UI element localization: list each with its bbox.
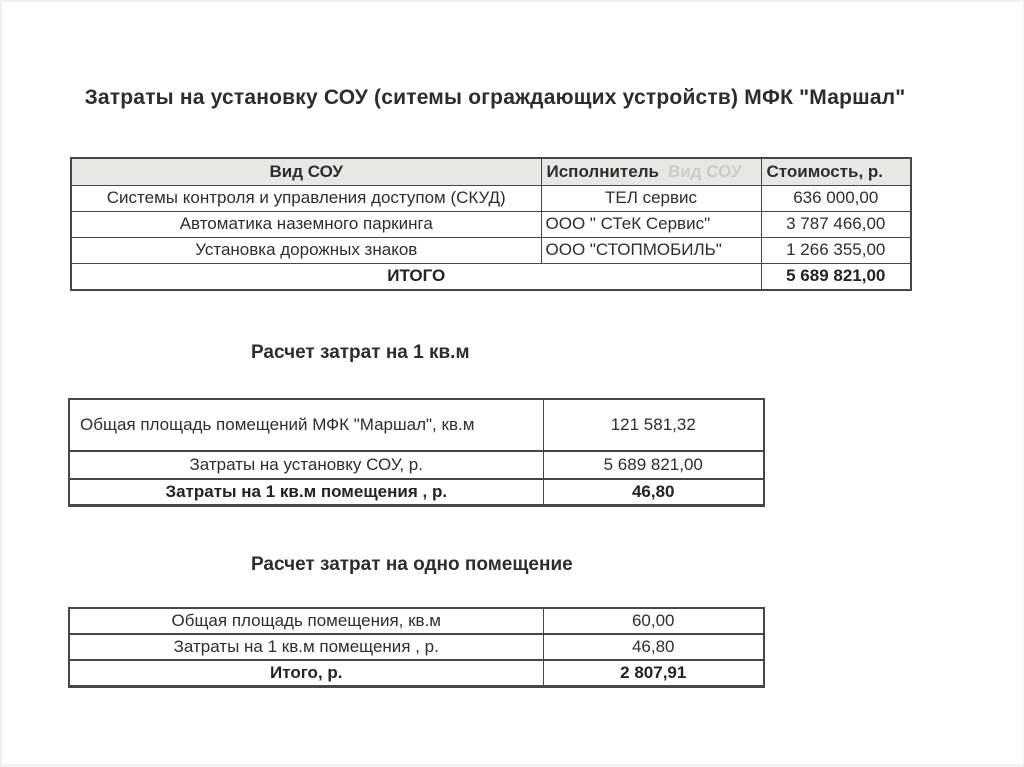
cell-type: Установка дорожных знаков	[71, 237, 541, 263]
section-heading-per-sqm: Расчет затрат на 1 кв.м	[251, 342, 470, 363]
table-row	[71, 237, 911, 263]
table-row	[71, 211, 911, 237]
table-row	[69, 634, 764, 660]
cell-cost: 636 000,00	[761, 185, 911, 211]
cell-label: Итого, р.	[69, 660, 543, 686]
column-header-type: Вид СОУ	[71, 158, 541, 185]
cell-label: Затраты на 1 кв.м помещения , р.	[69, 479, 543, 505]
per-room-table	[68, 607, 765, 688]
total-row	[71, 263, 911, 290]
cell-value: 60,00	[543, 608, 764, 634]
cell-value: 46,80	[543, 479, 764, 505]
table-row	[69, 608, 764, 634]
cell-value: 121 581,32	[543, 399, 764, 451]
cell-type: Автоматика наземного паркинга	[71, 211, 541, 237]
table-row	[71, 185, 911, 211]
cell-total-value: 5 689 821,00	[761, 263, 911, 290]
cell-label: Общая площадь помещений МФК "Маршал", кв.м	[69, 399, 543, 451]
cell-label: Общая площадь помещения, кв.м	[69, 608, 543, 634]
cell-value: 5 689 821,00	[543, 451, 764, 479]
cell-contractor: ООО " СТеК Сервис"	[541, 211, 761, 237]
column-header-contractor-label: Исполнитель	[546, 161, 659, 181]
cell-label: Затраты на 1 кв.м помещения , р.	[69, 634, 543, 660]
page-title: Затраты на установку СОУ (ситемы ограждающих устройств) МФК "Маршал"	[84, 86, 906, 109]
per-sqm-table	[68, 398, 765, 507]
column-header-cost: Стоимость, р.	[761, 158, 911, 185]
cell-label: Затраты на установку СОУ, р.	[69, 451, 543, 479]
table-row	[69, 479, 764, 505]
table-row	[69, 451, 764, 479]
cell-value: 46,80	[543, 634, 764, 660]
cell-type: Системы контроля и управления доступом (СКУД)	[71, 185, 541, 211]
cell-contractor: ООО "СТОПМОБИЛЬ"	[541, 237, 761, 263]
cell-value: 2 807,91	[543, 660, 764, 686]
cell-cost: 3 787 466,00	[761, 211, 911, 237]
column-header-contractor	[541, 158, 761, 185]
cell-total-label: ИТОГО	[71, 263, 761, 290]
total-row	[69, 660, 764, 686]
table-row	[69, 399, 764, 451]
scan-ghost-text: Вид СОУ	[667, 161, 743, 181]
section-heading-per-room: Расчет затрат на одно помещение	[251, 554, 573, 575]
cell-cost: 1 266 355,00	[761, 237, 911, 263]
cell-contractor: ТЕЛ сервис	[541, 185, 761, 211]
costs-table	[70, 157, 912, 291]
costs-table-header-row	[71, 158, 911, 185]
